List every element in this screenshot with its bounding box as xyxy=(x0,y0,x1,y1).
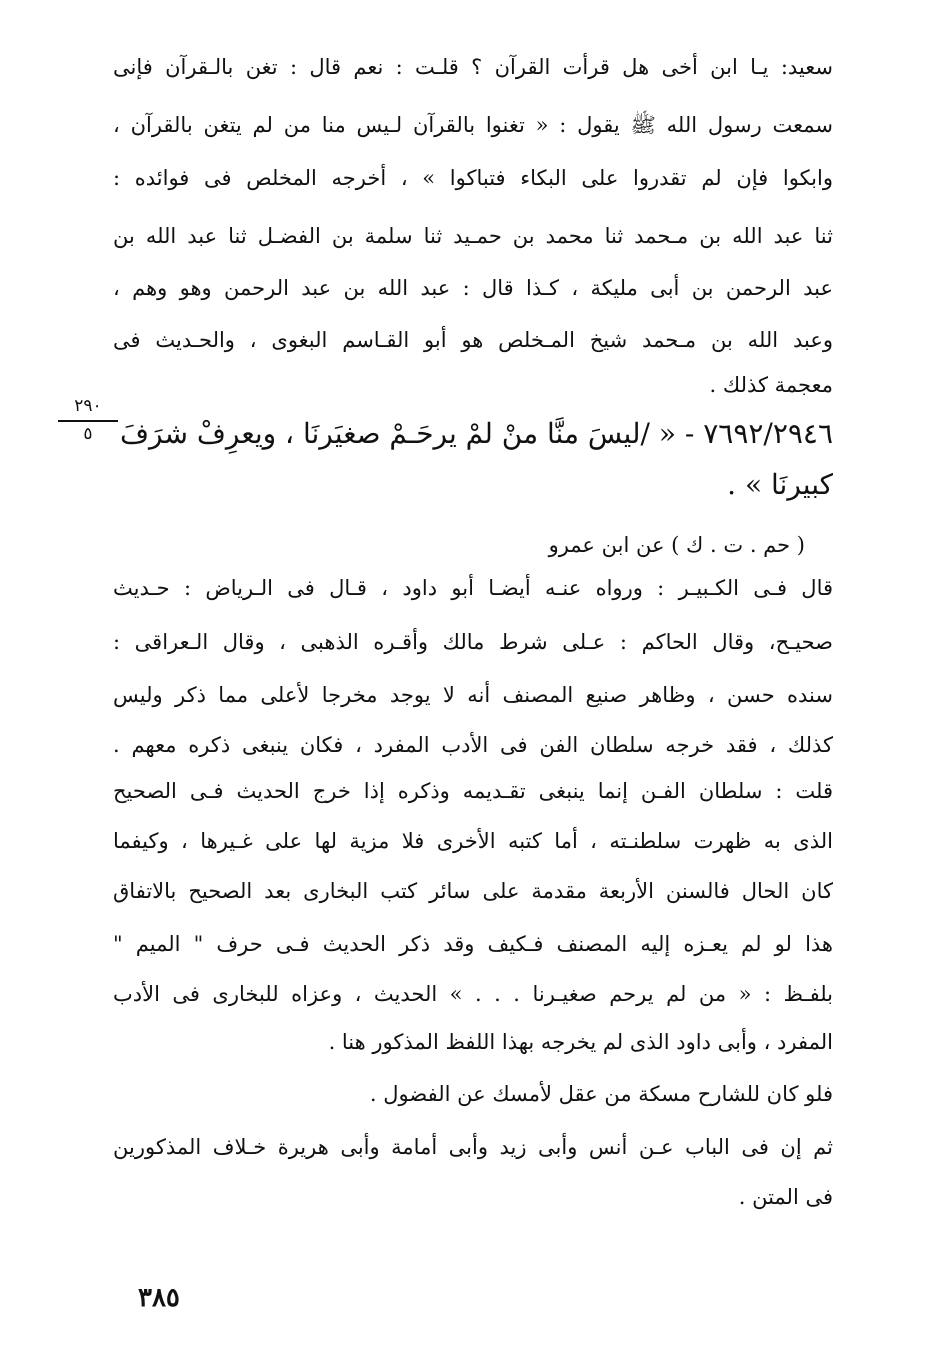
text-line: سمعت رسول الله ﷺ يقول : « تغنوا بالقرآن لـيس منا من لم يتغن بالقرآن ، xyxy=(113,113,833,137)
text-line: ثم إن فى الباب عـن أنس وأبى زيد وأبى أمامة وأبى هريرة خـلاف المذكورين xyxy=(113,1135,833,1159)
hadith-text: - « /ليسَ منَّا منْ لمْ يرحَـمْ صغيَرنَا ، ويعرِفْ شرَفَ xyxy=(120,417,695,450)
text-line: هذا لو لم يعـزه إليه المصنف فـكيف وقد ذكر الحديث فـى حرف " الميم " xyxy=(113,932,833,956)
hadith-line: كبيرنَا » . xyxy=(727,468,833,501)
text-line: سعيد: يـا ابن أخى هل قرأت القرآن ؟ قلـت : نعم قال : تغن بالـقرآن فإنى xyxy=(113,55,833,79)
text-line: عبد الرحمن بن أبى مليكة ، كـذا قال : عبد الله بن عبد الرحمن وهو وهم ، xyxy=(113,276,833,300)
hadith-source: ( حم . ت . ك ) عن ابن عمرو xyxy=(548,533,805,557)
hadith-number: ٧٦٩٢/٢٩٤٦ xyxy=(703,417,833,450)
text-line: وابكوا فإن لم تقدروا على البكاء فتباكوا » ، أخرجه المخلص فى فوائده : xyxy=(113,166,833,190)
text-line: بلفـظ : « من لم يرحم صغيـرنا . . . » الحديث ، وعزاه للبخارى فى الأدب xyxy=(113,982,833,1006)
text-line: ثنا عبد الله بن مـحمد ثنا محمد بن حمـيد ثنا سلمة بن الفضـل ثنا عبد الله بن xyxy=(113,224,833,248)
margin-reference-top: ٢٩٠ xyxy=(74,396,102,416)
hadith-line xyxy=(113,417,833,451)
margin-reference-bottom: ٥ xyxy=(83,423,93,444)
text-line: كذلك ، فقد خرجه سلطان الفن فى الأدب المفرد ، فكان ينبغى ذكره معهم . xyxy=(113,733,833,757)
text-line: المفرد ، وأبى داود الذى لم يخرجه بهذا اللفظ المذكور هنا . xyxy=(328,1030,833,1054)
text-line: سنده حسن ، وظاهر صنيع المصنف أنه لا يوجد مخرجا لأعلى مما ذكر وليس xyxy=(113,683,833,707)
page-number: ٣٨٥ xyxy=(138,1283,180,1313)
text-line: قال فـى الكـبيـر : ورواه عنـه أيضـا أبو داود ، قـال فى الـرياض : حـديث xyxy=(113,576,833,600)
text-line: قلت : سلطان الفـن إنما ينبغى تقـديمه وذكره إذا خرج الحديث فـى الصحيح xyxy=(113,779,833,803)
margin-reference-rule xyxy=(58,420,118,422)
text-line: كان الحال فالسنن الأربعة مقدمة على سائر كتب البخارى بعد الصحيح بالاتفاق xyxy=(113,879,833,903)
text-line: فلو كان للشارح مسكة من عقل لأمسك عن الفضول . xyxy=(369,1082,833,1106)
text-line: وعبد الله بن مـحمد شيخ المـخلص هو أبو القـاسم البغوى ، والحـديث فى xyxy=(113,328,833,352)
text-line: فى المتن . xyxy=(738,1185,833,1209)
text-line: صحيـح، وقال الحاكم : عـلى شرط مالك وأقـره الذهبى ، وقال الـعراقى : xyxy=(113,630,833,654)
margin-reference xyxy=(58,397,118,443)
text-line: معجمة كذلك . xyxy=(709,373,833,397)
text-line: الذى به ظهرت سلطنـته ، أما كتبه الأخرى فلا مزية لها على غـيرها ، وكيفما xyxy=(113,829,833,853)
